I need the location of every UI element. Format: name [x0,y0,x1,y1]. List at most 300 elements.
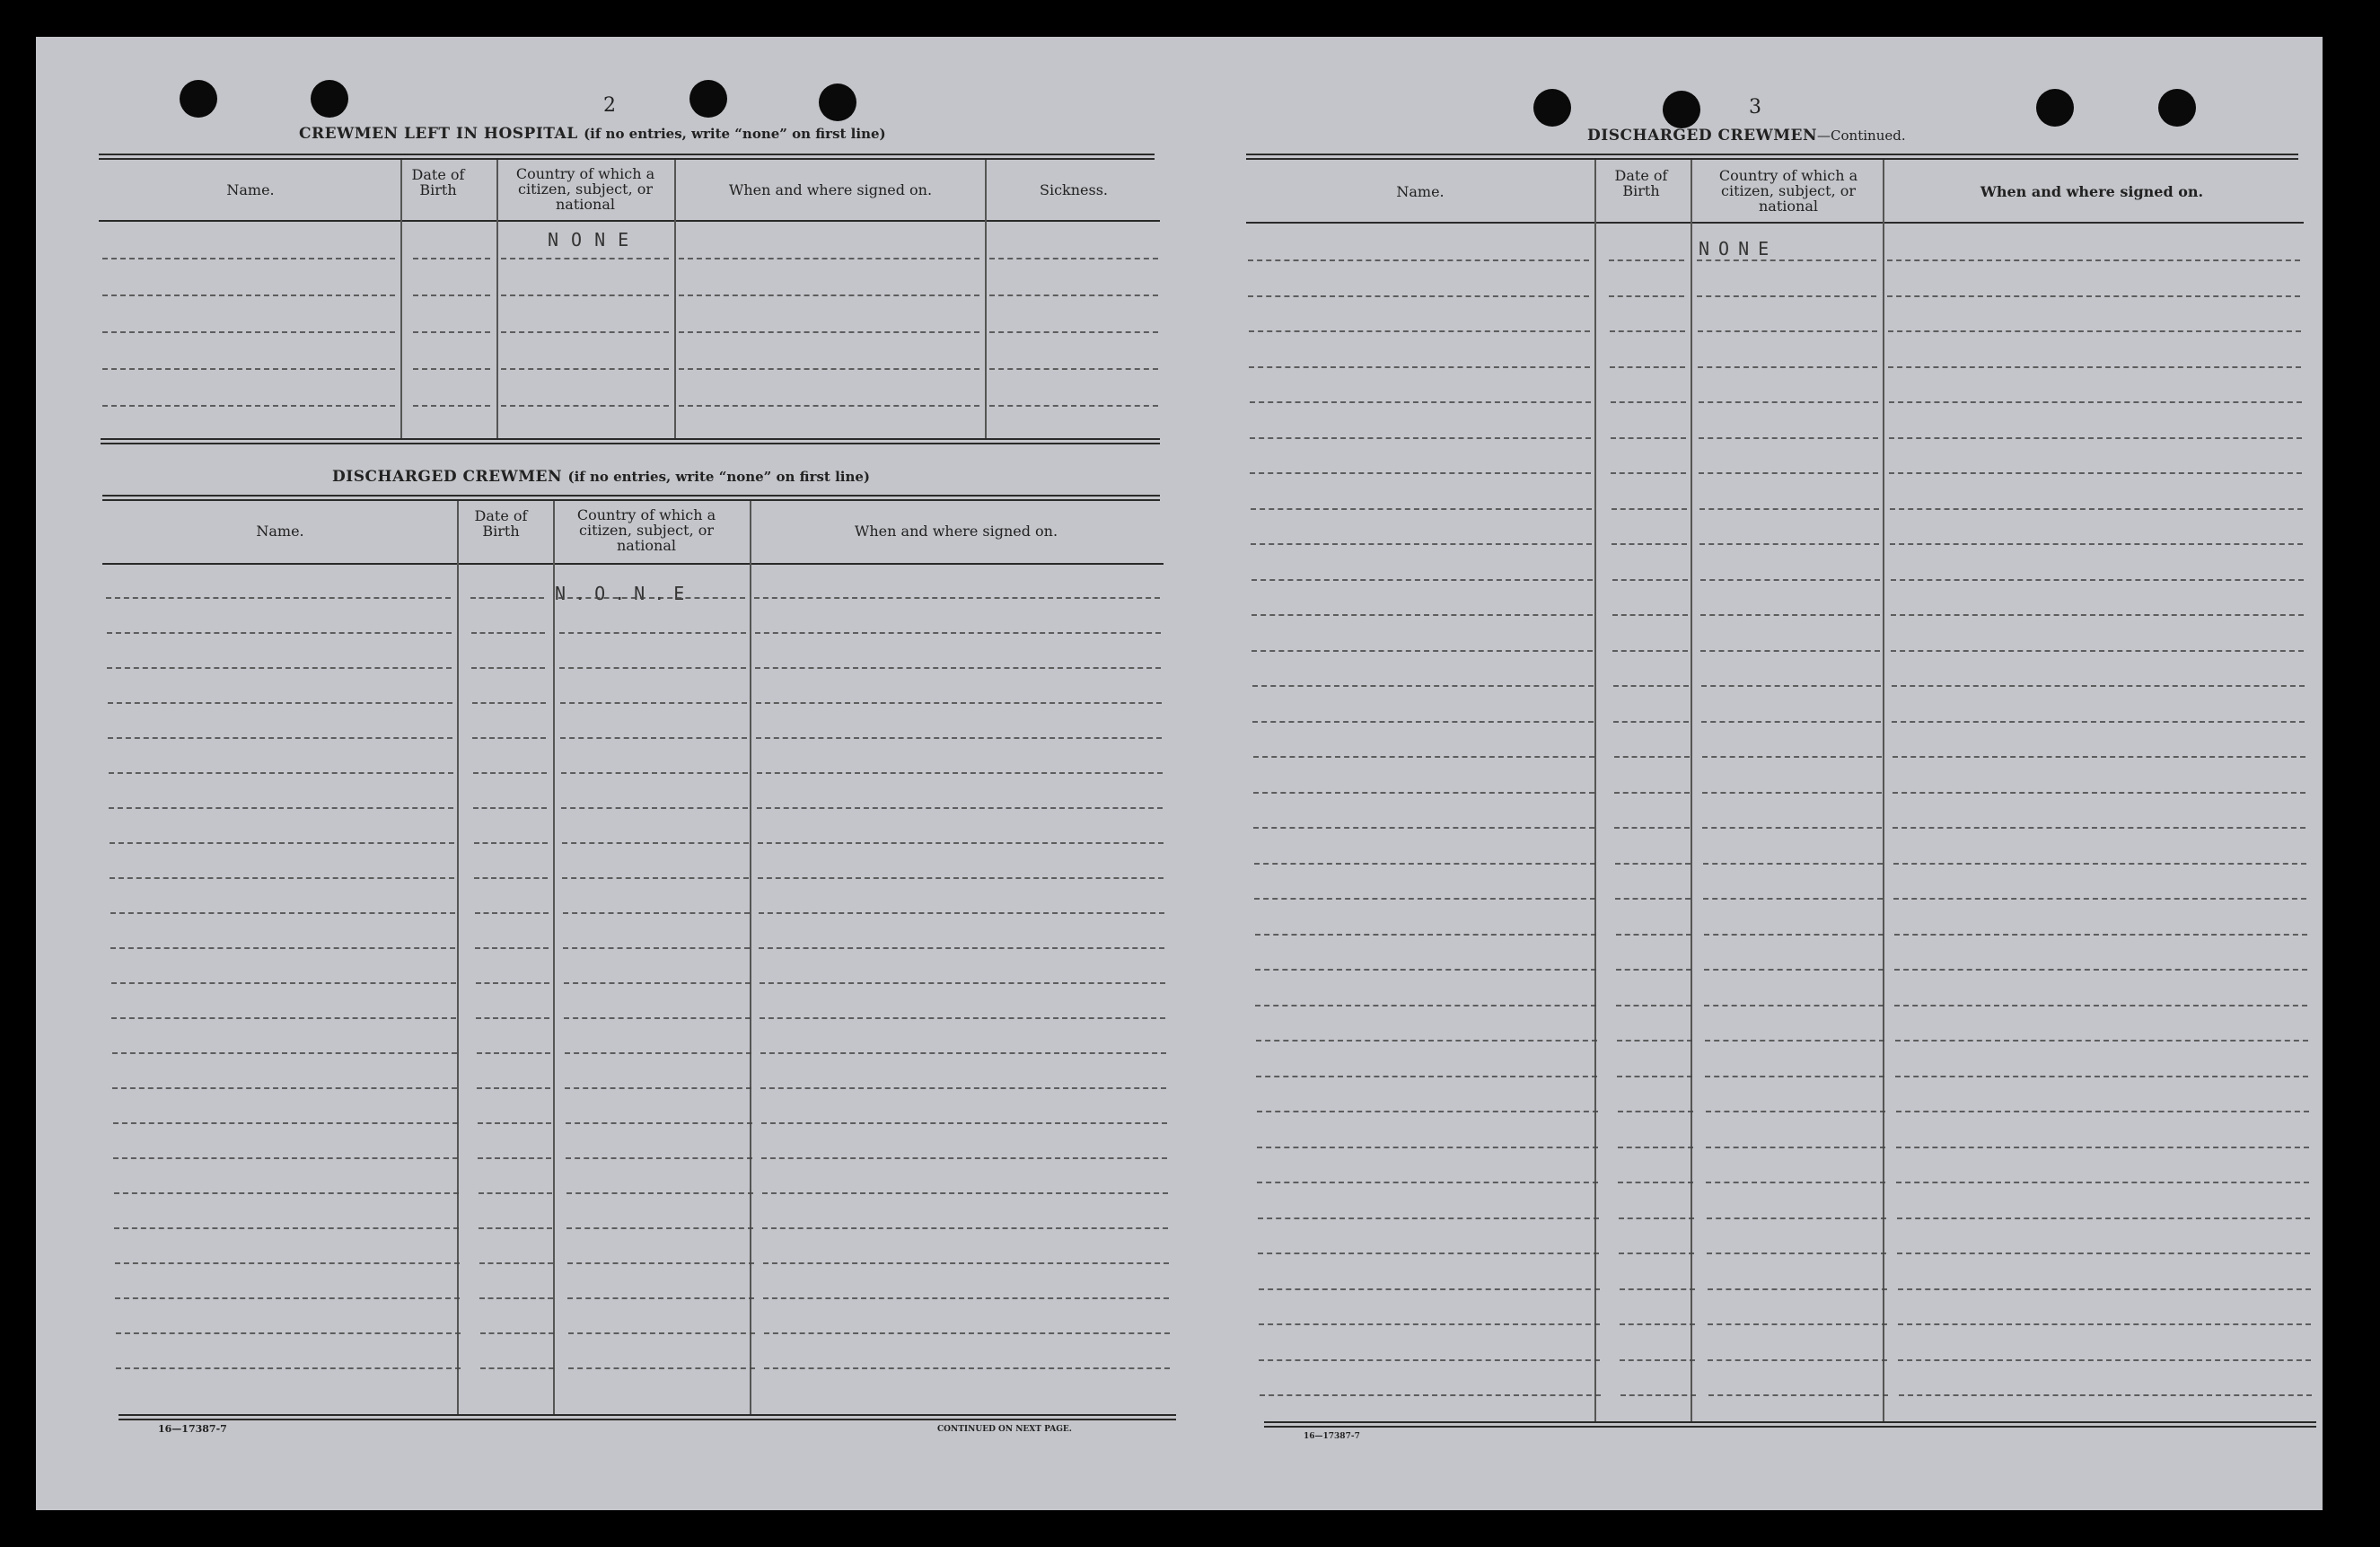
right-bottom-rule [1264,1421,2316,1423]
page-number-right: 3 [1749,96,1761,119]
ruled-line [1698,330,1877,332]
ruled-line [472,737,546,739]
punch-hole [180,80,217,118]
right-entry-none: NONE [1699,238,1778,259]
ruled-line [1894,1005,2307,1006]
ruled-line [1706,1111,1885,1112]
ruled-line [1702,827,1882,829]
ruled-line [1704,934,1884,936]
ruled-line [1704,969,1884,971]
ruled-line [1894,934,2307,936]
discharged-header-rule [102,563,1164,565]
ruled-line [561,807,748,809]
ruled-line [1698,366,1877,368]
discharged-entry-none: N.O.N.E [555,583,694,604]
ruled-line [1618,1147,1693,1148]
ruled-line [480,1367,554,1369]
ruled-line [1250,472,1591,474]
hospital-header-rule [99,220,1160,222]
ruled-line [1708,1288,1887,1290]
ruled-line [760,1052,1166,1054]
hospital-top-rule-2 [99,158,1155,160]
ruled-line [566,1192,753,1194]
ruled-line [479,1297,553,1299]
right-col-country: Country of which a citizen, subject, or national [1718,167,1858,215]
ruled-line [757,772,1163,774]
ruled-line [1250,437,1591,439]
ruled-line [114,1227,459,1229]
ruled-line [1257,1111,1598,1112]
ruled-line [1611,401,1686,403]
discharged-col-signed-on: When and where signed on. [854,523,1058,540]
ruled-line [559,632,746,634]
punch-hole [819,84,856,121]
ruled-line [1612,614,1688,616]
ruled-line [1894,969,2307,971]
ruled-line [501,258,669,259]
ruled-line [1612,543,1687,545]
ruled-line [1256,1076,1597,1077]
ruled-line [476,1017,549,1019]
ruled-line [106,597,451,599]
ruled-line [755,632,1161,634]
ruled-line [563,947,750,949]
ruled-line [1701,721,1881,723]
ruled-line [474,877,548,879]
ruled-line [1893,756,2305,758]
ruled-line [476,982,549,984]
ruled-line [102,294,395,296]
hospital-col-name: Name. [226,181,275,198]
ruled-line [115,1262,460,1264]
hospital-instruction: (if no entries, write “none” on first line) [584,126,886,142]
ruled-line [1258,1253,1599,1254]
punch-hole [1533,89,1571,127]
ruled-line [111,1017,456,1019]
ruled-line [1251,508,1592,510]
ruled-line [111,982,456,984]
ruled-line [754,597,1160,599]
ruled-line [1697,259,1876,261]
ruled-line [1707,1217,1886,1219]
ruled-line [1620,1359,1695,1361]
ruled-line [1703,863,1883,865]
punch-hole [2036,89,2074,127]
hospital-col-dob: Date of Birth [411,166,465,198]
hospital-bottom-rule [101,438,1160,440]
ruled-line [1889,401,2302,403]
ruled-line [115,1297,460,1299]
hospital-col-divider [674,160,676,438]
ruled-line [1260,1394,1601,1396]
ruled-line [478,1157,551,1159]
ruled-line [1893,898,2306,900]
discharged-top-rule [102,495,1160,497]
ruled-line [1254,898,1595,900]
ruled-line [1251,579,1593,581]
ruled-line [1249,366,1590,368]
ruled-line [413,368,490,370]
ruled-line [763,1297,1169,1299]
ruled-line [1258,1217,1599,1219]
ruled-line [110,912,455,914]
ruled-line [109,807,453,809]
ruled-line [1620,1323,1695,1325]
ruled-line [761,1122,1167,1124]
discharged-col-country: Country of which a citizen, subject, or national [576,506,716,554]
discharged-col-divider [457,501,459,1414]
ruled-line [1703,898,1883,900]
ruled-line [480,1332,554,1334]
ruled-line [989,405,1158,407]
ruled-line [1248,295,1589,297]
ruled-line [1706,1182,1885,1183]
ruled-line [1259,1288,1600,1290]
ruled-line [989,331,1158,333]
ruled-line [1618,1111,1693,1112]
ruled-line [1889,472,2302,474]
ruled-line [1618,1182,1693,1183]
ruled-line [110,947,455,949]
ruled-line [989,294,1158,296]
discharged-col-divider [750,501,751,1414]
ruled-line [1898,1359,2311,1361]
ruled-line [566,1157,752,1159]
ruled-line [1708,1323,1887,1325]
ruled-line [1699,543,1879,545]
ruled-line [478,1122,551,1124]
ruled-line [1610,330,1685,332]
hospital-col-country: Country of which a citizen, subject, or national [515,165,655,213]
ruled-line [568,1332,755,1334]
right-col-divider [1594,160,1596,1421]
right-top-rule-2 [1246,158,2298,160]
ruled-line [568,1367,755,1369]
ruled-line [1892,685,2305,687]
ruled-line [558,597,745,599]
hospital-col-divider [496,160,498,438]
ruled-line [113,1122,458,1124]
right-discharged-title [1587,127,1906,145]
ruled-line [1887,295,2300,297]
ruled-line [567,1297,754,1299]
form-number-right: 16—17387-7 [1304,1432,1360,1441]
hospital-bottom-rule-2 [101,443,1160,444]
ruled-line [1612,579,1688,581]
ruled-line [764,1367,1170,1369]
form-number-left: 16—17387-7 [158,1423,227,1435]
punch-hole [2158,89,2196,127]
ruled-line [1895,1040,2308,1042]
ruled-line [1708,1394,1888,1396]
ruled-line [102,331,395,333]
ruled-line [474,842,548,844]
ruled-line [758,842,1164,844]
ruled-line [475,912,549,914]
ruled-line [757,807,1163,809]
ruled-line [116,1332,461,1334]
ruled-line [567,1262,754,1264]
ruled-line [1887,259,2300,261]
ruled-line [1257,1147,1598,1148]
ruled-line [560,737,747,739]
ruled-line [1255,934,1596,936]
ruled-line [114,1192,459,1194]
right-title-text: DISCHARGED CREWMEN [1587,127,1818,145]
ruled-line [1248,259,1589,261]
ruled-line [1897,1217,2310,1219]
ruled-line [561,772,748,774]
ruled-line [563,912,750,914]
ruled-line [764,1332,1170,1334]
hospital-col-signed-on: When and where signed on. [728,181,933,198]
ruled-line [1700,614,1880,616]
ruled-line [1613,685,1689,687]
ruled-line [1615,863,1691,865]
ruled-line [1619,1217,1694,1219]
ruled-line [1701,685,1881,687]
ruled-line [1897,1253,2310,1254]
ruled-line [1895,1076,2308,1077]
ruled-line [1253,756,1594,758]
ruled-line [759,947,1164,949]
ruled-line [413,331,490,333]
ruled-line [1890,543,2303,545]
ruled-line [1700,579,1880,581]
ruled-line [1699,437,1878,439]
discharged-col-name: Name. [256,523,304,540]
ruled-line [1609,295,1684,297]
ruled-line [560,702,747,704]
ruled-line [501,294,669,296]
ruled-line [1704,1005,1884,1006]
right-col-divider [1691,160,1692,1421]
ruled-line [1255,1005,1596,1006]
ruled-line [1252,721,1594,723]
ruled-line [1705,1040,1884,1042]
ruled-line [473,807,547,809]
ruled-line [1893,863,2306,865]
page-number-left: 2 [603,94,616,117]
ruled-line [116,1367,461,1369]
ruled-line [1702,756,1882,758]
continued-note: CONTINUED ON NEXT PAGE. [937,1425,1072,1434]
ruled-line [107,667,452,669]
ruled-line [1612,650,1688,652]
ruled-line [760,1017,1165,1019]
discharged-bottom-rule [119,1414,1176,1416]
ruled-line [102,405,395,407]
ruled-line [679,368,979,370]
ruled-line [112,1052,457,1054]
ruled-line [1700,650,1880,652]
ruled-line [472,702,546,704]
ruled-line [562,877,749,879]
right-bottom-rule-2 [1264,1426,2316,1428]
discharged-col-divider [553,501,555,1414]
ruled-line [1699,472,1878,474]
ruled-line [1249,330,1590,332]
ruled-line [1617,1040,1692,1042]
hospital-col-divider [400,160,402,438]
ruled-line [1614,827,1690,829]
ruled-line [679,258,979,259]
ruled-line [1614,792,1690,794]
ruled-line [413,294,490,296]
ruled-line [1251,650,1593,652]
ruled-line [564,1017,751,1019]
ruled-line [565,1052,751,1054]
ruled-line [679,294,979,296]
ruled-line [989,368,1158,370]
ruled-line [758,877,1164,879]
ruled-line [413,405,490,407]
ruled-line [501,368,669,370]
right-col-signed-on: When and where signed on. [1980,183,2204,200]
ruled-line [1702,792,1882,794]
ruled-line [566,1122,752,1124]
punch-hole [689,80,727,118]
ruled-line [1609,259,1684,261]
ruled-line [679,331,979,333]
ruled-line [1617,1076,1692,1077]
ruled-line [756,702,1162,704]
ruled-line [501,405,669,407]
ruled-line [113,1157,458,1159]
ruled-line [110,842,454,844]
ruled-line [566,1227,753,1229]
ruled-line [1620,1394,1696,1396]
discharged-section-title [332,468,870,486]
ruled-line [1896,1111,2309,1112]
ruled-line [471,667,545,669]
ruled-line [1888,330,2301,332]
ruled-line [1256,1040,1597,1042]
ruled-line [755,667,1161,669]
ruled-line [1896,1182,2309,1183]
punch-hole [1663,91,1700,128]
ruled-line [1898,1288,2311,1290]
ruled-line [471,632,545,634]
ruled-line [762,1227,1168,1229]
ruled-line [1611,437,1686,439]
ruled-line [112,1087,457,1089]
ruled-line [1616,969,1691,971]
ruled-line [761,1157,1167,1159]
ruled-line [1708,1359,1887,1361]
ruled-line [759,912,1164,914]
ruled-line [763,1262,1169,1264]
ruled-line [1620,1288,1695,1290]
ruled-line [760,982,1165,984]
ruled-line [102,258,395,259]
ruled-line [1891,650,2304,652]
punch-hole [311,80,348,118]
ruled-line [473,772,547,774]
ruled-line [479,1262,553,1264]
right-top-rule [1246,154,2298,155]
ruled-line [109,772,453,774]
discharged-title-text: DISCHARGED CREWMEN [332,468,563,486]
ruled-line [756,737,1162,739]
ruled-line [559,667,746,669]
ruled-line [1616,1005,1691,1006]
ruled-line [1259,1323,1600,1325]
ruled-line [479,1227,552,1229]
ruled-line [1707,1253,1886,1254]
ruled-line [1893,792,2305,794]
right-header-rule [1246,222,2304,224]
ruled-line [1612,508,1687,510]
ruled-line [1610,366,1685,368]
ruled-line [479,1192,552,1194]
ruled-line [1259,1359,1600,1361]
ruled-line [1890,508,2303,510]
ruled-line [1891,579,2304,581]
ruled-line [1619,1253,1694,1254]
discharged-instruction: (if no entries, write “none” on first line) [567,469,871,485]
ruled-line [1255,969,1596,971]
discharged-col-dob: Date of Birth [474,507,528,540]
ruled-line [477,1052,550,1054]
ruled-line [108,702,452,704]
ruled-line [1889,437,2302,439]
discharged-top-rule-2 [102,499,1160,501]
ruled-line [107,632,452,634]
hospital-entry-none: NONE [548,229,642,251]
ruled-line [1891,614,2304,616]
ruled-line [1697,295,1876,297]
ruled-line [1899,1394,2312,1396]
ruled-line [1257,1182,1598,1183]
ruled-line [564,982,751,984]
discharged-bottom-rule-2 [119,1419,1176,1420]
ruled-line [1705,1076,1884,1077]
ruled-line [1699,401,1878,403]
ruled-line [1893,827,2305,829]
hospital-title-text: CREWMEN LEFT IN HOSPITAL [299,125,578,143]
ruled-line [1613,721,1689,723]
ruled-line [1253,792,1594,794]
ruled-line [1614,756,1690,758]
ruled-line [1888,366,2301,368]
ruled-line [501,331,669,333]
hospital-col-divider [985,160,987,438]
ruled-line [562,842,749,844]
ruled-line [1706,1147,1885,1148]
ruled-line [413,258,490,259]
ruled-line [1250,401,1591,403]
ruled-line [1615,898,1691,900]
ruled-line [760,1087,1166,1089]
ruled-line [1251,543,1592,545]
ruled-line [1699,508,1879,510]
ruled-line [565,1087,751,1089]
manifest-sheet [36,37,2323,1510]
ruled-line [1611,472,1686,474]
ruled-line [1252,685,1594,687]
ruled-line [470,597,544,599]
right-col-divider [1883,160,1884,1421]
right-col-dob: Date of Birth [1614,167,1668,199]
ruled-line [1896,1147,2309,1148]
ruled-line [108,737,452,739]
hospital-section-title [299,125,886,143]
hospital-top-rule [99,154,1155,155]
ruled-line [1898,1323,2311,1325]
ruled-line [102,368,395,370]
ruled-line [1253,827,1594,829]
